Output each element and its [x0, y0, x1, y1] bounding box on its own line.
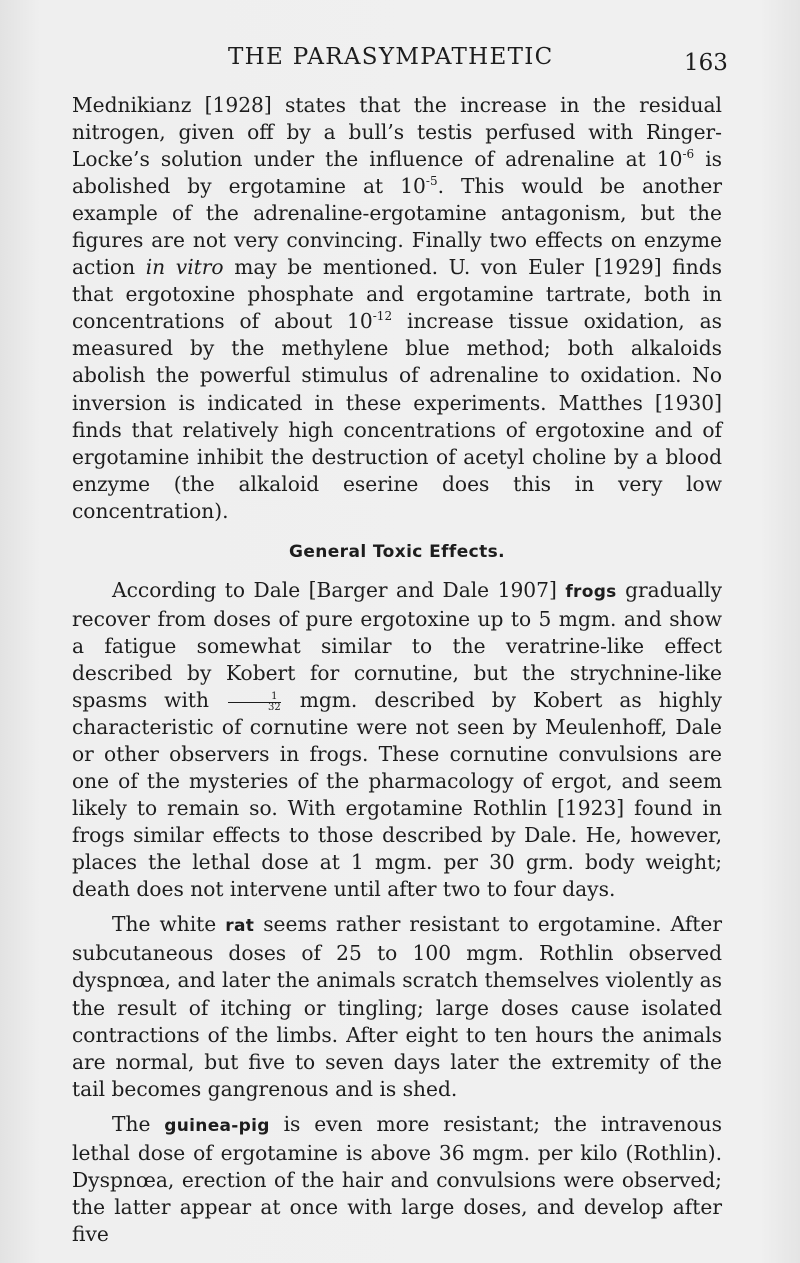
page-number: 163: [684, 50, 728, 76]
exponent: -12: [372, 309, 393, 324]
bold-term-rat: rat: [225, 916, 255, 937]
italic-term: in vitro: [145, 255, 224, 280]
fraction: $\frac{1}{32}$: [228, 692, 281, 713]
paragraph-guinea-pig: The guinea-pig is even more resistant; the intravenous lethal dose of ergotamine is above 36 mgm. per kilo (Rothlin). Dyspnœa, erection of the hair and convulsions were observed; the latter appear at once with large doses, and develop after five: [72, 1111, 722, 1246]
paragraph-rat: The white rat seems rather resistant to ergotamine. After subcutaneous doses of 25 to 100 mgm. Rothlin observed dyspnœa, and later the animals scratch themselves violently as the result of itching or tingling; large doses cause isolated contractions of the limbs. After eight to ten hours the animals are normal, but five to seven days later the extremity of the tail becomes gangrenous and is shed.: [72, 912, 723, 1101]
section-heading: General Toxic Effects.: [288, 541, 506, 562]
paragraph-frogs: According to Dale [Barger and Dale 1907] frogs gradually recover from doses of pure ergotoxine up to 5 mgm. and show a fatigue somewhat similar to the veratrine-like effect described by Kobert for cornutine, but the strychnine-like spasms with $\frac{1}{32}$ mgm. described by Kobert as highly characteristic of cornutine were not seen by Meulenhoff, Dale or other observers in frogs. These cornutine convulsions are one of the mysteries of the pharmacology of ergot, and seem likely to remain so. With ergotamine Rothlin [1923] found in frogs similar effects to those described by Dale. He, however, places the lethal dose at 1 mgm. per 30 grm. body weight; death does not intervene until after two to four days.: [72, 577, 722, 902]
page-body: [72, 92, 722, 1248]
bold-term-frogs: frogs: [565, 581, 617, 602]
exponent: -5: [425, 174, 438, 189]
bold-term-guinea-pig: guinea-pig: [164, 1115, 270, 1136]
running-title: THE PARASYMPATHETIC: [228, 44, 554, 70]
paragraph-mednikianz: Mednikianz [1928] states that the increase in the residual nitrogen, given off by a bull’s testis perfused with Ringer-Locke’s solution under the influence of adrenaline at $10^{-6}$ is abolished by ergotamine at $10^{-5}$. This would be another example of the adrenaline-ergotamine antagonism, but the figures are not very convincing. Finally two effects on enzyme action in vitro may be mentioned. U. von Euler [1929] finds that ergotoxine phosphate and ergotamine tartrate, both in concentrations of about $10^{-12}$ increase tissue oxidation, as measured by the methylene blue method; both alkaloids abolish the powerful stimulus of adrenaline to oxidation. No inversion is indicated in these experiments. Matthes [1930] finds that relatively high concentrations of ergotoxine and of ergotamine inhibit the destruction of acetyl choline by a blood enzyme (the alkaloid eserine does this in very low concentration).: [72, 93, 723, 523]
exponent: -6: [682, 147, 695, 162]
